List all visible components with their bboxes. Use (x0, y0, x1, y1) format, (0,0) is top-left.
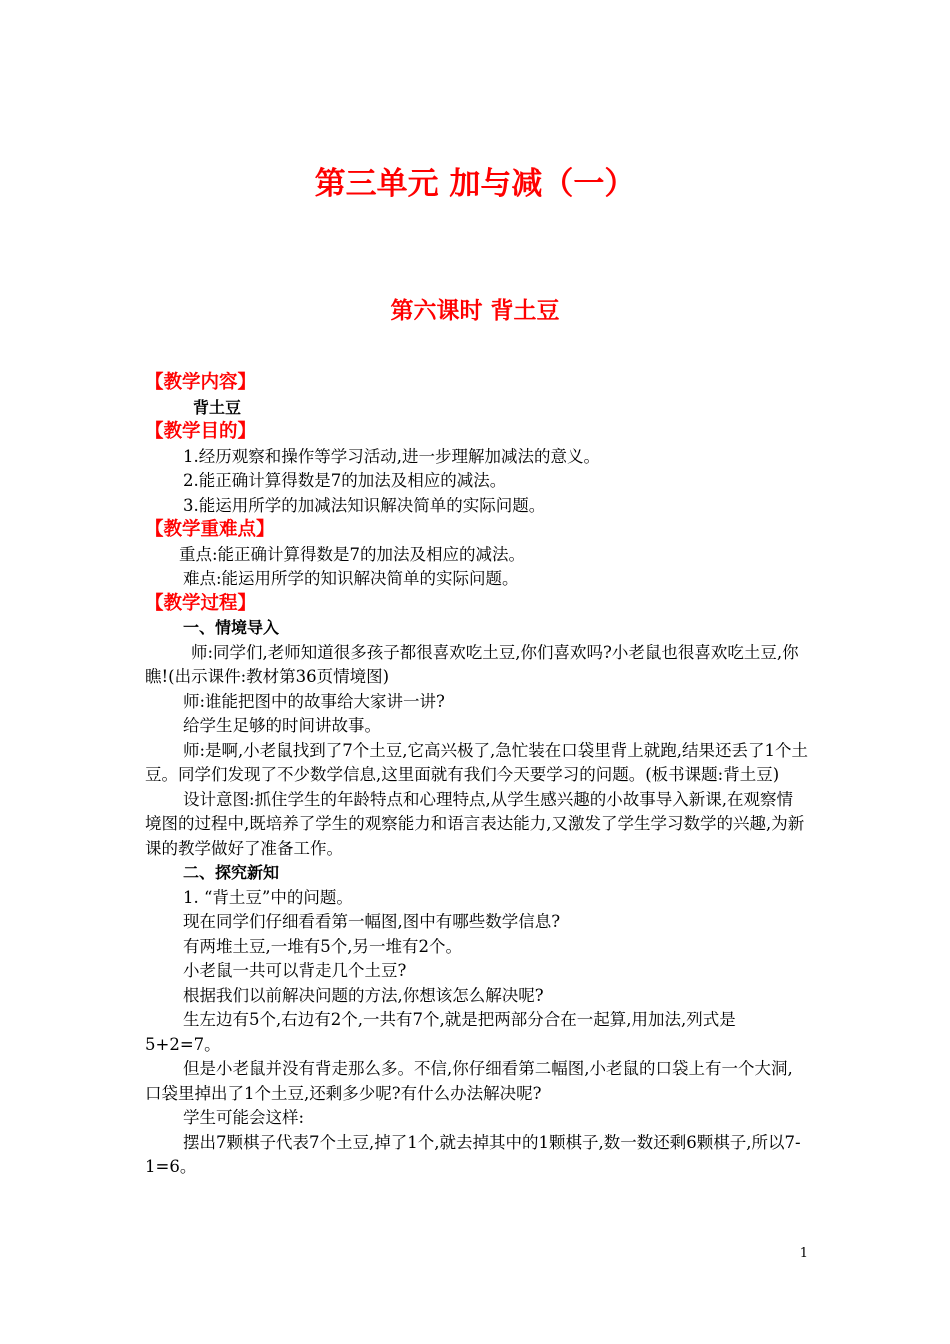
objective-item: 2.能正确计算得数是7的加法及相应的减法。 (183, 471, 507, 490)
paragraph: 1. “背土豆”中的问题。 (183, 887, 353, 907)
objective-item: 3.能运用所学的加减法知识解决简单的实际问题。 (183, 495, 546, 515)
page-number: 1 (799, 1246, 808, 1261)
paragraph: 学生可能会这样: (183, 1108, 305, 1127)
document-body (145, 371, 809, 1180)
objective-item: 1.经历观察和操作等学习活动,进一步理解加减法的意义。 (183, 446, 600, 466)
paragraph: 师:谁能把图中的故事给大家讲一讲? (183, 691, 445, 711)
paragraph: 给学生足够的时间讲故事。 (183, 716, 381, 735)
paragraph: 生左边有5个,右边有2个,一共有7个,就是把两部分合在一起算,用加法,列式是5+2=7。 (145, 1010, 736, 1054)
paragraph: 小老鼠一共可以背走几个土豆? (183, 961, 407, 980)
lesson-title: 第六课时 背土豆 (390, 298, 560, 324)
key-point-difficulty: 难点:能运用所学的知识解决简单的实际问题。 (183, 569, 519, 588)
paragraph: 现在同学们仔细看看第一幅图,图中有哪些数学信息? (183, 912, 561, 931)
key-point-focus: 重点:能正确计算得数是7的加法及相应的减法。 (179, 544, 526, 564)
section-heading-content: 【教学内容】 (145, 372, 257, 393)
paragraph: 有两堆土豆,一堆有5个,另一堆有2个。 (183, 936, 462, 956)
paragraph: 师:是啊,小老鼠找到了7个土豆,它高兴极了,急忙装在口袋里背上就跑,结果还丢了1个土豆。同学们发现了不少数学信息,这里面就有我们今天要学习的问题。(板书课题:背土豆) (145, 740, 809, 784)
process-part1-heading: 一、情境导入 (183, 618, 280, 637)
paragraph: 设计意图:抓住学生的年龄特点和心理特点,从学生感兴趣的小故事导入新课,在观察情境图的过程中,既培养了学生的观察能力和语言表达能力,又激发了学生学习数学的兴趣,为新课的教学做好了准备工作。 (145, 789, 805, 858)
paragraph: 摆出7颗棋子代表7个土豆,掉了1个,就去掉其中的1颗棋子,数一数还剩6颗棋子,所以7-1=6。 (145, 1132, 801, 1176)
process-part2-heading: 二、探究新知 (183, 863, 280, 882)
unit-title: 第三单元 加与减（一） (314, 166, 636, 202)
paragraph: 但是小老鼠并没有背走那么多。不信,你仔细看第二幅图,小老鼠的口袋上有一个大洞,口袋里掉出了1个土豆,还剩多少呢?有什么办法解决呢? (145, 1059, 793, 1103)
content-text: 背土豆 (193, 397, 242, 417)
section-heading-key-points: 【教学重难点】 (145, 519, 275, 540)
section-heading-process: 【教学过程】 (145, 592, 257, 614)
paragraph: 师:同学们,老师知道很多孩子都很喜欢吃土豆,你们喜欢吗?小老鼠也很喜欢吃土豆,你瞧!(出示课件:教材第36页情境图) (145, 642, 799, 686)
paragraph: 根据我们以前解决问题的方法,你想该怎么解决呢? (183, 985, 544, 1005)
section-heading-objectives: 【教学目的】 (145, 421, 257, 442)
